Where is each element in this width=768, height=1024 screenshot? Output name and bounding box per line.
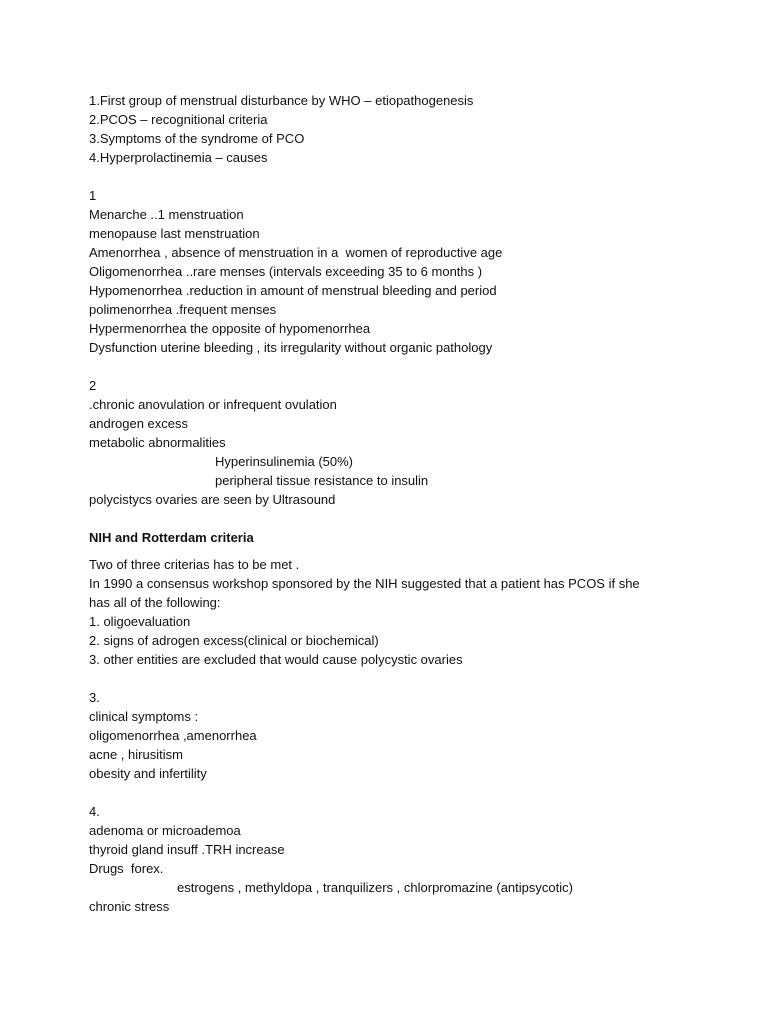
text-line: adenoma or microademoa — [89, 823, 241, 838]
section-number: 4. — [89, 804, 100, 819]
text-line: Amenorrhea , absence of menstruation in a women of reproductive age — [89, 245, 503, 260]
indented-line: estrogens , methyldopa , tranquilizers , chlorpromazine (antipsycotic) — [177, 880, 573, 895]
text-line: metabolic abnormalities — [89, 435, 226, 450]
text-line: Drugs forex. — [89, 861, 164, 876]
section-number: 2 — [89, 378, 97, 393]
question-list — [89, 91, 739, 167]
question-item: 3.Symptoms of the syndrome of PCO — [89, 131, 305, 146]
question-item: 1.First group of menstrual disturbance by WHO – etiopathogenesis — [89, 93, 474, 108]
section-2 — [89, 376, 739, 669]
text-line: acne , hirusitism — [89, 747, 183, 762]
text-line: chronic stress — [89, 899, 170, 914]
text-line: has all of the following: — [89, 595, 221, 610]
text-line: 3. other entities are excluded that would cause polycystic ovaries — [89, 652, 463, 667]
section-3 — [89, 688, 739, 783]
section-number: 1 — [89, 188, 97, 203]
text-line: Menarche ..1 menstruation — [89, 207, 244, 222]
text-line: Two of three criterias has to be met . — [89, 557, 300, 572]
section-1 — [89, 186, 739, 357]
question-item: 4.Hyperprolactinemia – causes — [89, 150, 268, 165]
text-line: Dysfunction uterine bleeding , its irregularity without organic pathology — [89, 340, 493, 355]
question-item: 2.PCOS – recognitional criteria — [89, 112, 268, 127]
text-line: .chronic anovulation or infrequent ovulation — [89, 397, 337, 412]
text-line: Hypomenorrhea .reduction in amount of menstrual bleeding and period — [89, 283, 497, 298]
text-line: clinical symptoms : — [89, 709, 199, 724]
text-line: Oligomenorrhea ..rare menses (intervals exceeding 35 to 6 months ) — [89, 264, 483, 279]
text-line: thyroid gland insuff .TRH increase — [89, 842, 285, 857]
document-page — [89, 91, 739, 916]
criteria-heading: NIH and Rotterdam criteria — [89, 530, 254, 545]
text-line: obesity and infertility — [89, 766, 207, 781]
text-line: In 1990 a consensus workshop sponsored by the NIH suggested that a patient has PCOS if she — [89, 576, 640, 591]
text-line: polycistycs ovaries are seen by Ultrasound — [89, 492, 336, 507]
indented-line: Hyperinsulinemia (50%) — [215, 454, 353, 469]
text-line: polimenorrhea .frequent menses — [89, 302, 277, 317]
text-line: 1. oligoevaluation — [89, 614, 191, 629]
section-4 — [89, 802, 739, 916]
text-line: oligomenorrhea ,amenorrhea — [89, 728, 257, 743]
section-number: 3. — [89, 690, 100, 705]
text-line: Hypermenorrhea the opposite of hypomenorrhea — [89, 321, 371, 336]
text-line: androgen excess — [89, 416, 189, 431]
text-line: 2. signs of adrogen excess(clinical or biochemical) — [89, 633, 379, 648]
text-line: menopause last menstruation — [89, 226, 260, 241]
indented-line: peripheral tissue resistance to insulin — [215, 473, 429, 488]
